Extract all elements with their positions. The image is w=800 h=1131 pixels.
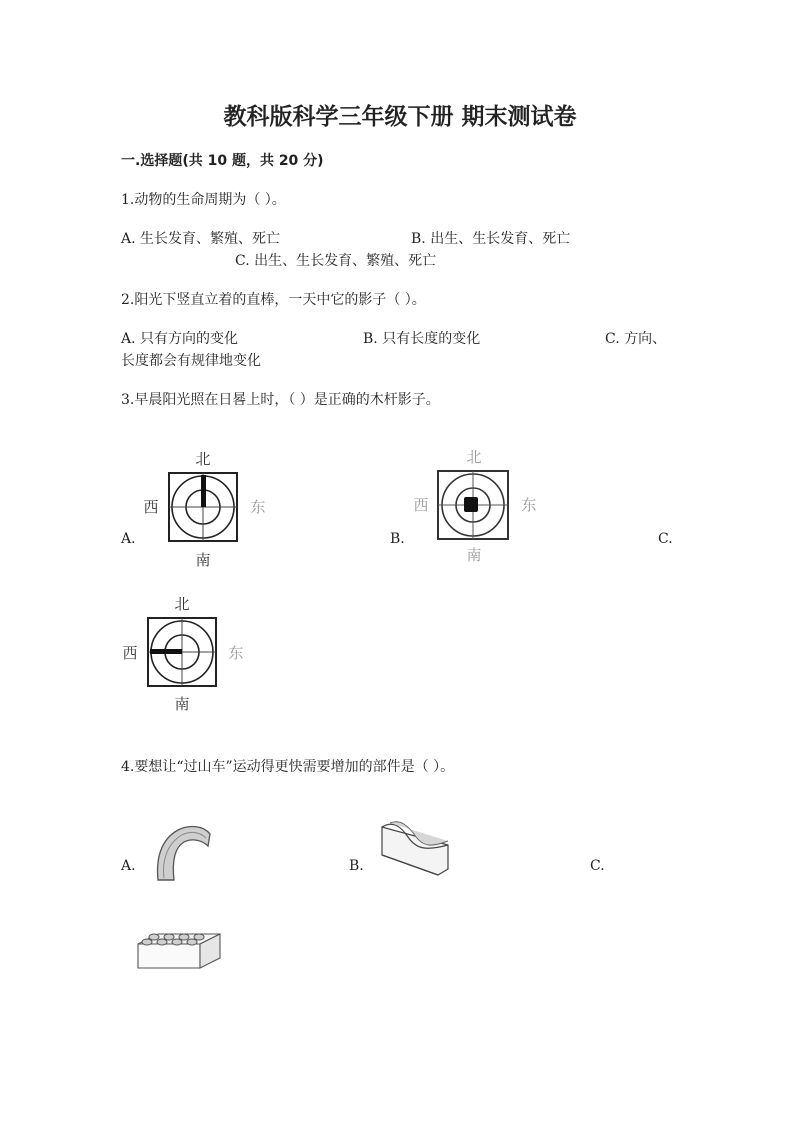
question-2-stem: 2.阳光下竖直立着的直棒，一天中它的影子（ ）。 (121, 292, 426, 308)
page-title: 教科版科学三年级下册 期末测试卷 (223, 104, 577, 130)
question-4-option-c[interactable]: C. (590, 858, 605, 874)
question-2-option-c-continued: 长度都会有规律地变化 (121, 353, 261, 369)
question-1-stem: 1.动物的生命周期为（ ）。 (121, 192, 286, 208)
question-2-option-c[interactable]: C. 方向、 (605, 331, 667, 347)
question-2-option-a[interactable]: A. 只有方向的变化 (121, 331, 239, 347)
section-heading: 一.选择题(共 10 题，共 20 分) (121, 153, 324, 169)
north-label: 北 (466, 448, 482, 466)
question-3-stem: 3.早晨阳光照在日晷上时，（ ）是正确的木杆影子。 (121, 392, 440, 408)
sundial-b-icon (408, 443, 543, 568)
question-3-option-a[interactable]: A. (121, 531, 136, 547)
question-1-option-b[interactable]: B. 出生、生长发育、死亡 (411, 231, 571, 247)
east-label: 东 (228, 644, 244, 662)
sundial-a-icon (140, 445, 270, 570)
question-2-option-b[interactable]: B. 只有长度的变化 (363, 331, 481, 347)
shadow-west (150, 649, 182, 654)
west-label: 西 (413, 496, 429, 514)
question-3-option-b[interactable]: B. (390, 531, 405, 547)
question-4-option-a[interactable]: A. (121, 858, 136, 874)
north-label: 北 (195, 450, 211, 468)
sundial-c-icon (120, 590, 250, 715)
west-label: 西 (122, 644, 138, 662)
south-label: 南 (195, 551, 211, 569)
question-1-option-c[interactable]: C. 出生、生长发育、繁殖、死亡 (235, 253, 437, 269)
question-1-option-a[interactable]: A. 生长发育、繁殖、死亡 (121, 231, 281, 247)
question-4-stem: 4.要想让“过山车”运动得更快需要增加的部件是（ ）。 (121, 759, 455, 775)
west-label: 西 (143, 498, 159, 516)
south-label: 南 (466, 546, 482, 564)
east-label: 东 (521, 496, 537, 514)
shadow-center (464, 497, 478, 512)
curved-track-icon (150, 820, 216, 884)
slope-track-icon (378, 815, 452, 879)
north-label: 北 (174, 595, 190, 613)
question-4-option-b[interactable]: B. (349, 858, 364, 874)
question-3-option-c[interactable]: C. (658, 531, 673, 547)
lego-brick-icon (134, 924, 226, 984)
south-label: 南 (174, 695, 190, 713)
east-label: 东 (250, 498, 266, 516)
shadow-north (201, 475, 206, 507)
